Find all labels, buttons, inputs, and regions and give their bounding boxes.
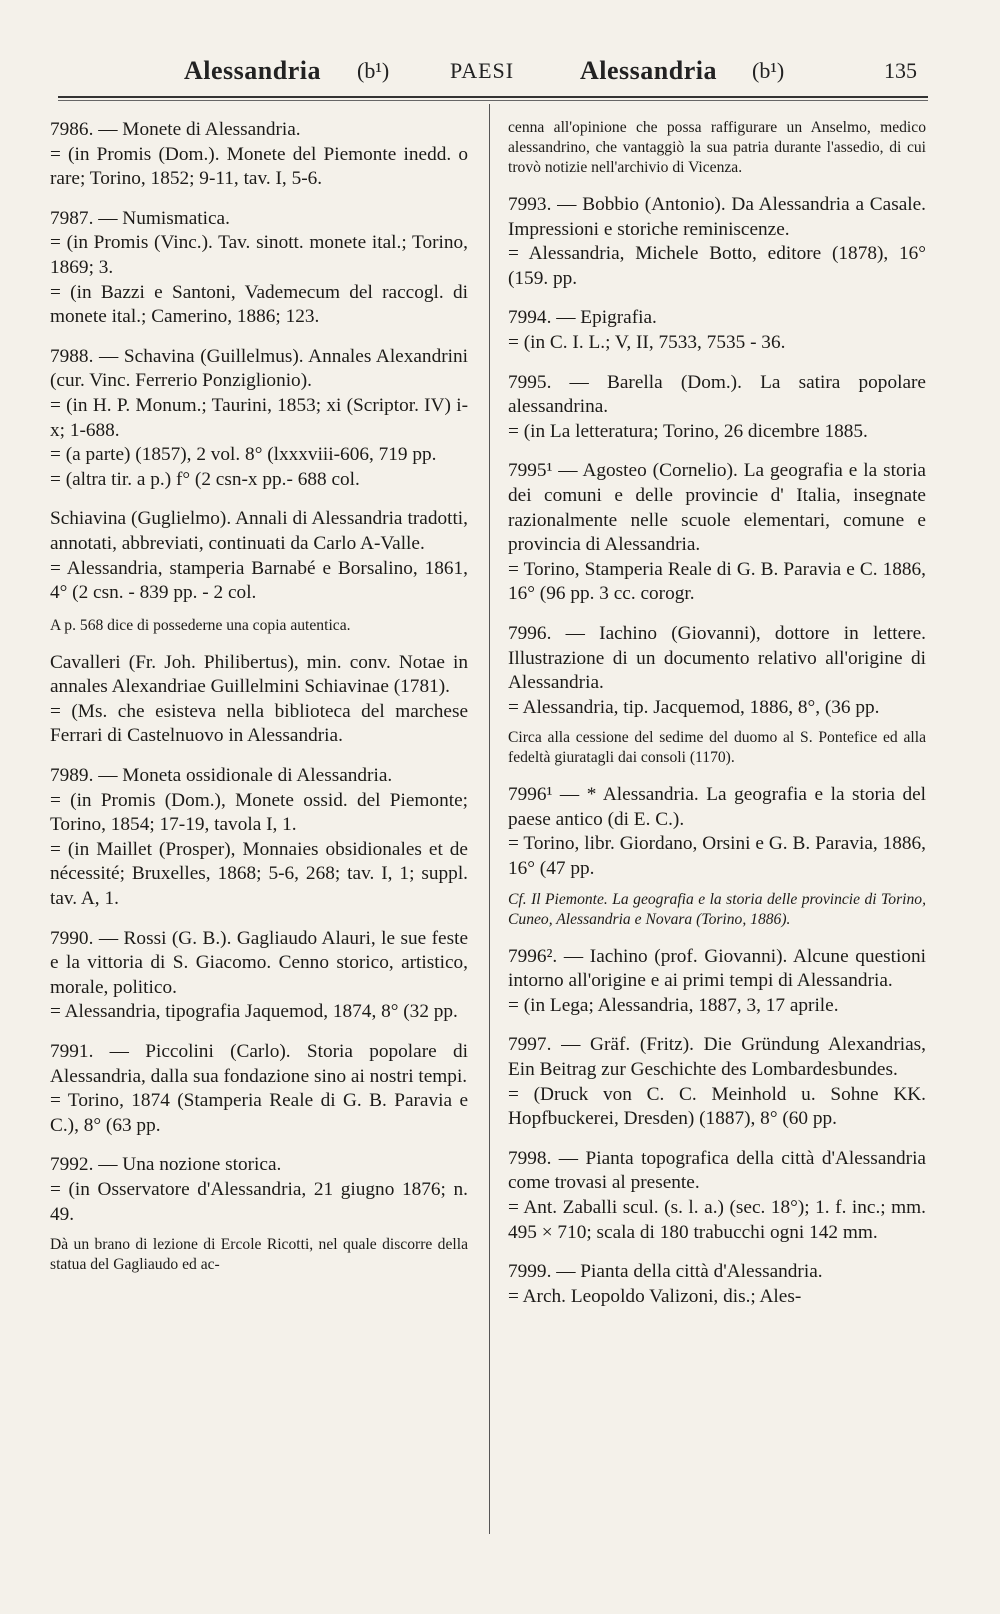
entry-heading: 7990. — Rossi (G. B.). Gagliaudo Alauri, le sue feste e la vittoria di S. Giacomo. Cenno storico, artistico, morale, politico. bbox=[50, 927, 468, 998]
entry-note: A p. 568 dice di possederne una copia autentica. bbox=[50, 616, 351, 634]
entry-line: = Torino, Stamperia Reale di G. B. Paravia e C. 1886, 16° (96 pp. 3 cc. corogr. bbox=[508, 558, 926, 605]
entry-heading: 7995. — Barella (Dom.). La satira popolare alessandrina. bbox=[508, 371, 926, 418]
entry-heading: 7996. — Iachino (Giovanni), dottore in lettere. Illustrazione di un documento relativo all'origine di Alessandria. bbox=[508, 622, 926, 694]
entry-heading: 7998. — Pianta topografica della città d'Alessandria come trovasi al presente. bbox=[508, 1147, 926, 1194]
entry-heading: 7988. — Schavina (Guillelmus). Annales Alexandrini (cur. Vinc. Ferrerio Ponziglionio). bbox=[50, 345, 468, 392]
entry-heading: 7986. — Monete di Alessandria. bbox=[50, 119, 301, 140]
entry-note: Cf. Il Piemonte. La geografia e la storia delle provincie di Torino, Cuneo, Alessandria e Novara (Torino, 1886). bbox=[508, 890, 926, 928]
entry-7986 bbox=[50, 118, 468, 192]
running-header bbox=[0, 52, 1000, 92]
entry-line: = (in Osservatore d'Alessandria, 21 giugno 1876; n. 49. bbox=[50, 1178, 468, 1225]
entry-heading: 7995¹ — Agosteo (Cornelio). La geografia e la storia dei comuni e delle provincie d' Italia, insegnate razionalmente nelle scuole elementari, comune e provincia di Alessandria. bbox=[508, 460, 926, 556]
entry-line: = (Ms. che esisteva nella biblioteca del marchese Ferrari di Castelnuovo in Alessandria. bbox=[50, 700, 468, 747]
entry-line: = (a parte) (1857), 2 vol. 8° (lxxxviii-606, 719 pp. bbox=[50, 444, 437, 466]
entry-7994 bbox=[508, 306, 926, 355]
header-center: PAESI bbox=[450, 58, 515, 83]
entry-line: = (in Bazzi e Santoni, Vademecum del raccogl. di monete ital.; Camerino, 1886; 123. bbox=[50, 281, 468, 328]
entry-line: = (in Lega; Alessandria, 1887, 3, 17 aprile. bbox=[508, 994, 839, 1016]
entry-line: = Alessandria, tip. Jacquemod, 1886, 8°, (36 pp. bbox=[508, 696, 880, 718]
entry-line: = (in Promis (Vinc.). Tav. sinott. monete ital.; Torino, 1869; 3. bbox=[50, 232, 468, 278]
entry-heading: 7993. — Bobbio (Antonio). Da Alessandria a Casale. Impressioni e storiche reminiscenze. bbox=[508, 194, 926, 240]
entry-heading: 7996². — Iachino (prof. Giovanni). Alcune questioni intorno all'origine e ai primi tempi di Alessandria. bbox=[508, 945, 926, 992]
entry-heading: 7997. — Gräf. (Fritz). Die Gründung Alexandrias, Ein Beitrag zur Geschichte des Lombardesbundes. bbox=[508, 1034, 926, 1081]
entry-heading: 7999. — Pianta della città d'Alessandria. bbox=[508, 1261, 823, 1283]
entry-heading: Schiavina (Guglielmo). Annali di Alessandria tradotti, annotati, abbreviati, continuati da Carlo A-Valle. bbox=[50, 508, 468, 554]
entry-line: = Arch. Leopoldo Valizoni, dis.; Ales- bbox=[508, 1285, 802, 1307]
entry-heading: 7994. — Epigrafia. bbox=[508, 307, 657, 329]
header-left-sub: (b¹) bbox=[357, 58, 390, 83]
header-rule-thin bbox=[58, 100, 928, 101]
entry-line: = Alessandria, Michele Botto, editore (1878), 16° (159. pp. bbox=[508, 243, 926, 289]
entry-line: = Torino, 1874 (Stamperia Reale di G. B. Paravia e C.), 8° (63 pp. bbox=[50, 1090, 468, 1136]
entry-note: Dà un brano di lezione di Ercole Ricotti, nel quale discorre della statua del Gagliaudo ed ac- bbox=[50, 1236, 468, 1274]
entry-heading: Cavalleri (Fr. Joh. Philibertus), min. conv. Notae in annales Alexandriae Guillelmini Schiavinae (1781). bbox=[50, 651, 468, 698]
entry-7995 bbox=[508, 371, 926, 445]
header-right-sub: (b¹) bbox=[752, 58, 785, 83]
entry-7993 bbox=[508, 193, 926, 291]
entry-7996-2 bbox=[508, 945, 926, 1019]
entry-note: Circa alla cessione del sedime del duomo al S. Pontefice ed alla fedeltà giuratagli dai consoli (1170). bbox=[508, 729, 926, 767]
entry-heading: 7996¹ — * Alessandria. La geografia e la storia del paese antico (di E. C.). bbox=[508, 784, 926, 830]
right-column bbox=[508, 118, 926, 1324]
column-divider bbox=[489, 104, 490, 1534]
entry-line: = Ant. Zaballi scul. (s. l. a.) (sec. 18°); 1. f. inc.; mm. 495 × 710; scala di 180 trabucchi ogni 142 mm. bbox=[508, 1197, 926, 1243]
entry-7998 bbox=[508, 1147, 926, 1245]
entry-7991 bbox=[50, 1040, 468, 1138]
entry-continued bbox=[508, 118, 926, 178]
entry-heading: 7989. — Moneta ossidionale di Alessandria. bbox=[50, 765, 393, 787]
entry-7988 bbox=[50, 345, 468, 493]
entry-line: = (Druck von C. C. Meinhold u. Sohne KK. Hopfbuckerei, Dresden) (1887), 8° (60 pp. bbox=[508, 1083, 926, 1130]
page-number: 135 bbox=[884, 58, 917, 83]
entry-line: = (in Maillet (Prosper), Monnaies obsidionales et de nécessité; Bruxelles, 1868; 5-6, 268; tav. I, 1; suppl. tav. A, 1. bbox=[50, 838, 468, 910]
left-column bbox=[50, 118, 468, 1290]
entry-note: cenna all'opinione che possa raffigurare un Anselmo, medico alessandrino, che vantaggiò la sua patria durante l'assedio, di cui trovò notizie nell'archivio di Vicenza. bbox=[508, 119, 926, 176]
entry-line: = Torino, libr. Giordano, Orsini e G. B. Paravia, 1886, 16° (47 pp. bbox=[508, 833, 926, 880]
entry-heading: 7987. — Numismatica. bbox=[50, 207, 230, 229]
entry-line: = (in La letteratura; Torino, 26 dicembre 1885. bbox=[508, 420, 868, 442]
header-left-title: Alessandria bbox=[184, 56, 321, 85]
entry-7990 bbox=[50, 927, 468, 1025]
entry-line: = (in Promis (Dom.), Monete ossid. del Piemonte; Torino, 1854; 17-19, tavola I, 1. bbox=[50, 789, 468, 836]
entry-7995-1 bbox=[508, 459, 926, 607]
entry-7987 bbox=[50, 207, 468, 330]
entry-7996 bbox=[508, 622, 926, 768]
entry-7996-1 bbox=[508, 783, 926, 929]
entry-heading: 7991. — Piccolini (Carlo). Storia popolare di Alessandria, dalla sua fondazione sino ai nostri tempi. bbox=[50, 1041, 468, 1087]
entry-7989 bbox=[50, 764, 468, 912]
entry-line: = Alessandria, tipografia Jaquemod, 1874, 8° (32 pp. bbox=[50, 1001, 458, 1023]
entry-cavalleri bbox=[50, 651, 468, 749]
entry-line: = (altra tir. a p.) f° (2 csn-x pp.- 688 col. bbox=[50, 468, 360, 490]
header-right-title: Alessandria bbox=[580, 56, 717, 85]
entry-line: = (in Promis (Dom.). Monete del Piemonte inedd. o rare; Torino, 1852; 9-11, tav. I, 5-6. bbox=[50, 143, 468, 190]
entry-line: = (in H. P. Monum.; Taurini, 1853; xi (Scriptor. IV) i-x; 1-688. bbox=[50, 394, 468, 441]
entry-line: = Alessandria, stamperia Barnabé e Borsalino, 1861, 4° (2 csn. - 839 pp. - 2 col. bbox=[50, 557, 468, 604]
entry-7999 bbox=[508, 1260, 926, 1309]
header-rule bbox=[58, 96, 928, 98]
entry-line: = (in C. I. L.; V, II, 7533, 7535 - 36. bbox=[508, 331, 786, 353]
entry-7992 bbox=[50, 1153, 468, 1275]
entry-schiavina bbox=[50, 507, 468, 635]
entry-7997 bbox=[508, 1033, 926, 1131]
entry-heading: 7992. — Una nozione storica. bbox=[50, 1154, 282, 1176]
